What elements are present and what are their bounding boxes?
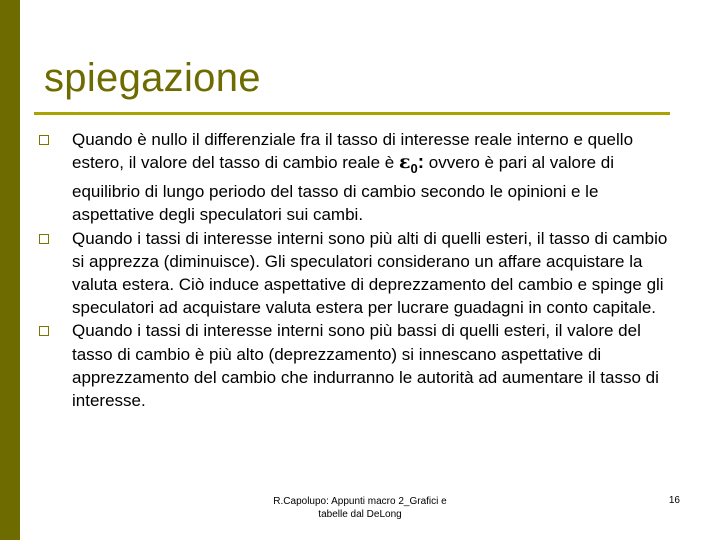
bullet-2-text: Quando i tassi di interesse interni sono più alti di quelli esteri, il tasso di cambio si apprezza (diminuisce). Gli speculatori considerano un affare acquistare la valuta estera. Ciò induce aspettative di deprezzamento del cambio e spinge gli speculatori ad acquistare valuta estera per lucrare guadagni in conto capitale. [72,228,668,318]
square-bullet-icon [39,326,49,336]
epsilon-glyph: ε [398,151,411,174]
bullet-1-text-before: Quando è nullo il differenziale fra il tasso di interesse reale interno e quello estero, il valore del tasso di cambio reale è [72,130,634,173]
slide-title: spiegazione [44,56,261,100]
square-bullet-icon [39,234,49,244]
bullet-list [36,128,676,412]
footer-line-2: tabelle dal DeLong [318,509,402,520]
epsilon-symbol [398,151,418,176]
bullet-item-2 [36,227,676,320]
slide-footer [240,495,480,521]
bullet-1-colon: : [417,152,425,174]
square-bullet-icon [39,135,49,145]
epsilon-subscript: 0 [410,161,418,176]
page-number: 16 [668,495,680,506]
footer-line-1: R.Capolupo: Appunti macro 2_Grafici e [273,496,447,507]
title-divider [34,112,670,115]
bullet-1-text-after: ovvero è pari al valore di equilibrio di lungo periodo del tasso di cambio secondo le opinioni e le aspettative degli speculatori sui cambi. [72,153,615,225]
bullet-item-1 [36,128,676,227]
bullet-3-text: Quando i tassi di interesse interni sono più bassi di quelli esteri, il valore del tasso di cambio è più alto (deprezzamento) si innescano aspettative di apprezzamento del cambio che indurranno le autorità ad aumentare il tasso di interesse. [72,321,659,411]
left-accent-bar [0,0,20,540]
bullet-item-3 [36,319,676,412]
